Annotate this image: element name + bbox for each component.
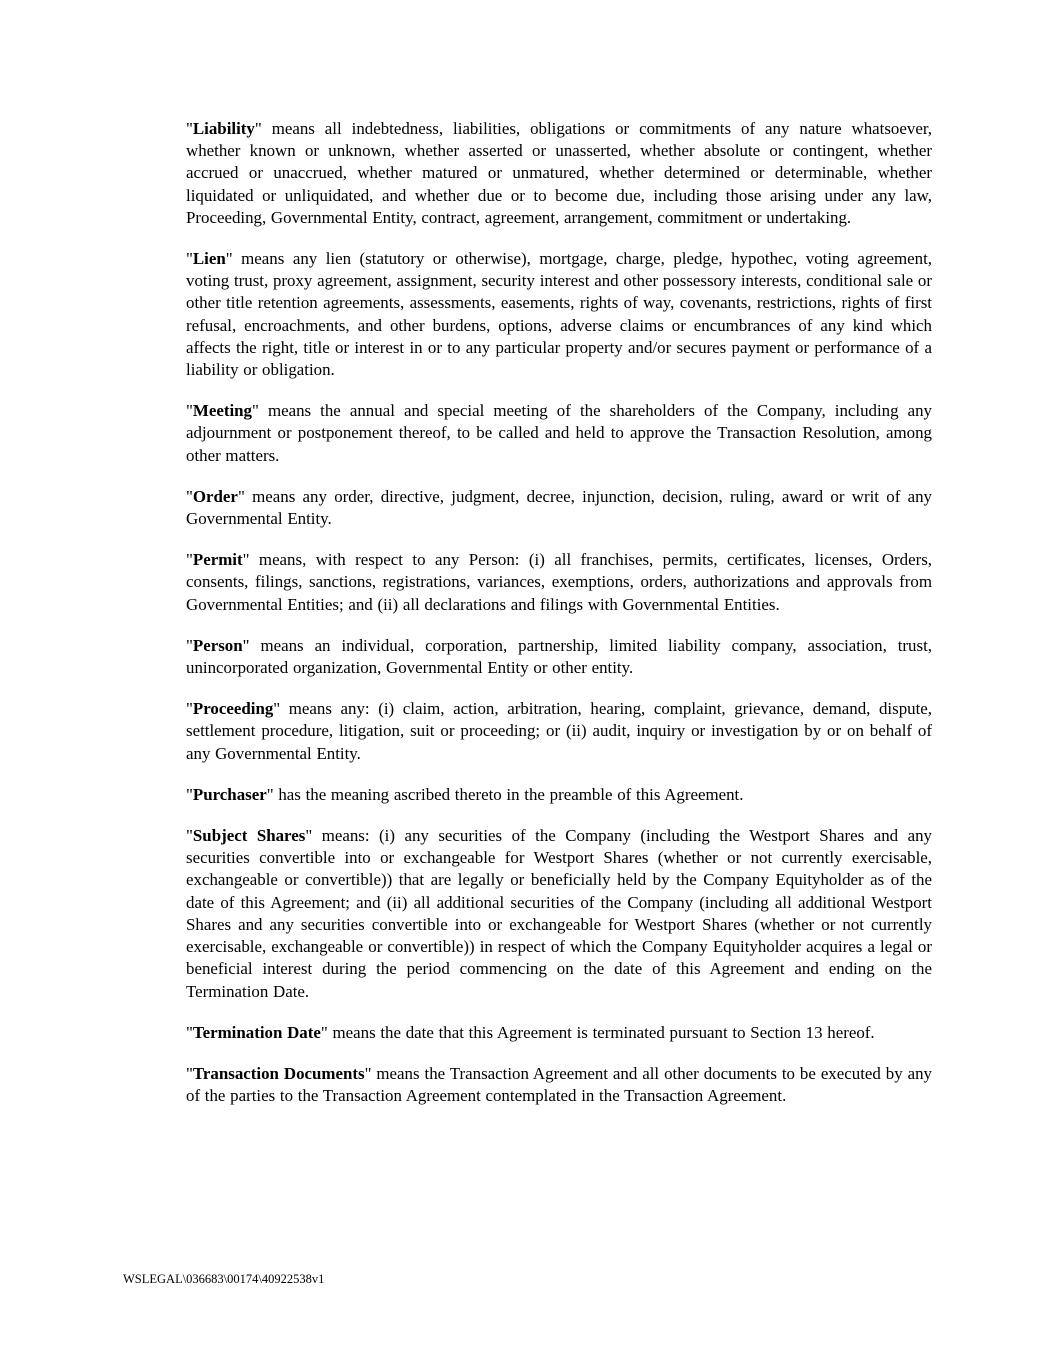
defined-term: Termination Date [192, 1022, 321, 1042]
defined-term: Person [192, 635, 243, 655]
open-quote: " [186, 1022, 193, 1042]
defined-term: Transaction Documents [192, 1063, 365, 1083]
definition-paragraph-person [186, 635, 932, 679]
definition-text: " has the meaning ascribed thereto in the preamble of this Agreement. [266, 784, 744, 804]
defined-term: Lien [192, 249, 226, 269]
definition-text: " means the Transaction Agreement and all other documents to be executed by any of the parties to the Transaction Agreement contemplated in the Transaction Agreement. [186, 1063, 932, 1106]
open-quote: " [186, 119, 193, 138]
open-quote: " [186, 401, 193, 421]
open-quote: " [186, 249, 193, 269]
definition-paragraph-meeting [186, 400, 932, 467]
open-quote: " [186, 699, 193, 719]
definition-text: " means: (i) any securities of the Company (including the Westport Shares and any securities convertible into or exchangeable for Westport Shares (whether or not currently exercisable, exchangeable or convertible)) that are legally or beneficially held by the Company Equityholder as of the date of this Agreement; and (ii) all additional securities of the Company (including all additional Westport Shares and any securities convertible into or exchangeable for Westport Shares (whether or not currently exercisable, exchangeable or convertible)) in respect of which the Company Equityholder acquires a legal or beneficial interest during the period commencing on the date of this Agreement and ending on the Termination Date. [186, 826, 932, 1001]
defined-term: Meeting [192, 401, 252, 421]
defined-term: Purchaser [192, 784, 267, 804]
defined-term: Proceeding [192, 699, 274, 719]
open-quote: " [186, 635, 193, 655]
definition-text: " means all indebtedness, liabilities, obligations or commitments of any nature whatsoever, whether known or unknown, whether asserted or unasserted, whether absolute or contingent, whether accrued or unaccrued, whether matured or unmatured, whether determined or determinable, whether liquidated or unliquidated, and whether due or to become due, including those arising under any law, Proceeding, Governmental Entity, contract, agreement, arrangement, commitment or undertaking. [186, 119, 932, 227]
document-footer-reference: WSLEGAL\036683\00174\40922538v1 [123, 1272, 325, 1286]
definition-paragraph-permit [186, 549, 932, 616]
definition-text: " means the annual and special meeting of the shareholders of the Company, including any adjournment or postponement thereof, to be called and held to approve the Transaction Resolution, among other matters. [186, 401, 932, 465]
definition-paragraph-purchaser [186, 784, 932, 806]
open-quote: " [186, 784, 193, 804]
open-quote: " [186, 486, 193, 506]
definition-paragraph-transaction-documents [186, 1063, 932, 1107]
definition-text: " means, with respect to any Person: (i) all franchises, permits, certificates, licenses, Orders, consents, filings, sanctions, registrations, variances, exemptions, orders, authorizations and approvals from Governmental Entities; and (ii) all declarations and filings with Governmental Entities. [186, 550, 932, 614]
definition-paragraph-subject-shares [186, 825, 932, 1003]
defined-term: Order [192, 486, 238, 506]
defined-term: Liability [192, 119, 255, 138]
open-quote: " [186, 1063, 193, 1083]
definition-text: " means any: (i) claim, action, arbitration, hearing, complaint, grievance, demand, dispute, settlement procedure, litigation, suit or proceeding; or (ii) audit, inquiry or investigation by or on behalf of any Governmental Entity. [186, 699, 932, 763]
definition-paragraph-proceeding [186, 698, 932, 765]
definition-paragraph-termination-date [186, 1022, 932, 1044]
definition-paragraph-lien [186, 248, 932, 381]
document-body [186, 118, 932, 1126]
definition-text: " means the date that this Agreement is terminated pursuant to Section 13 hereof. [320, 1022, 875, 1042]
definition-paragraph-liability [186, 118, 932, 229]
definition-text: " means an individual, corporation, partnership, limited liability company, association, trust, unincorporated organization, Governmental Entity or other entity. [186, 635, 932, 678]
definition-text: " means any lien (statutory or otherwise), mortgage, charge, pledge, hypothec, voting agreement, voting trust, proxy agreement, assignment, security interest and other possessory interests, conditional sale or other title retention agreements, assessments, easements, rights of way, covenants, restrictions, rights of first refusal, encroachments, and other burdens, options, adverse claims or encumbrances of any kind which affects the right, title or interest in or to any particular property and/or secures payment or performance of a liability or obligation. [186, 249, 932, 380]
open-quote: " [186, 826, 193, 846]
open-quote: " [186, 550, 193, 570]
definition-paragraph-order [186, 486, 932, 530]
defined-term: Permit [192, 550, 243, 570]
definition-text: " means any order, directive, judgment, decree, injunction, decision, ruling, award or writ of any Governmental Entity. [186, 486, 932, 529]
defined-term: Subject Shares [192, 826, 306, 846]
